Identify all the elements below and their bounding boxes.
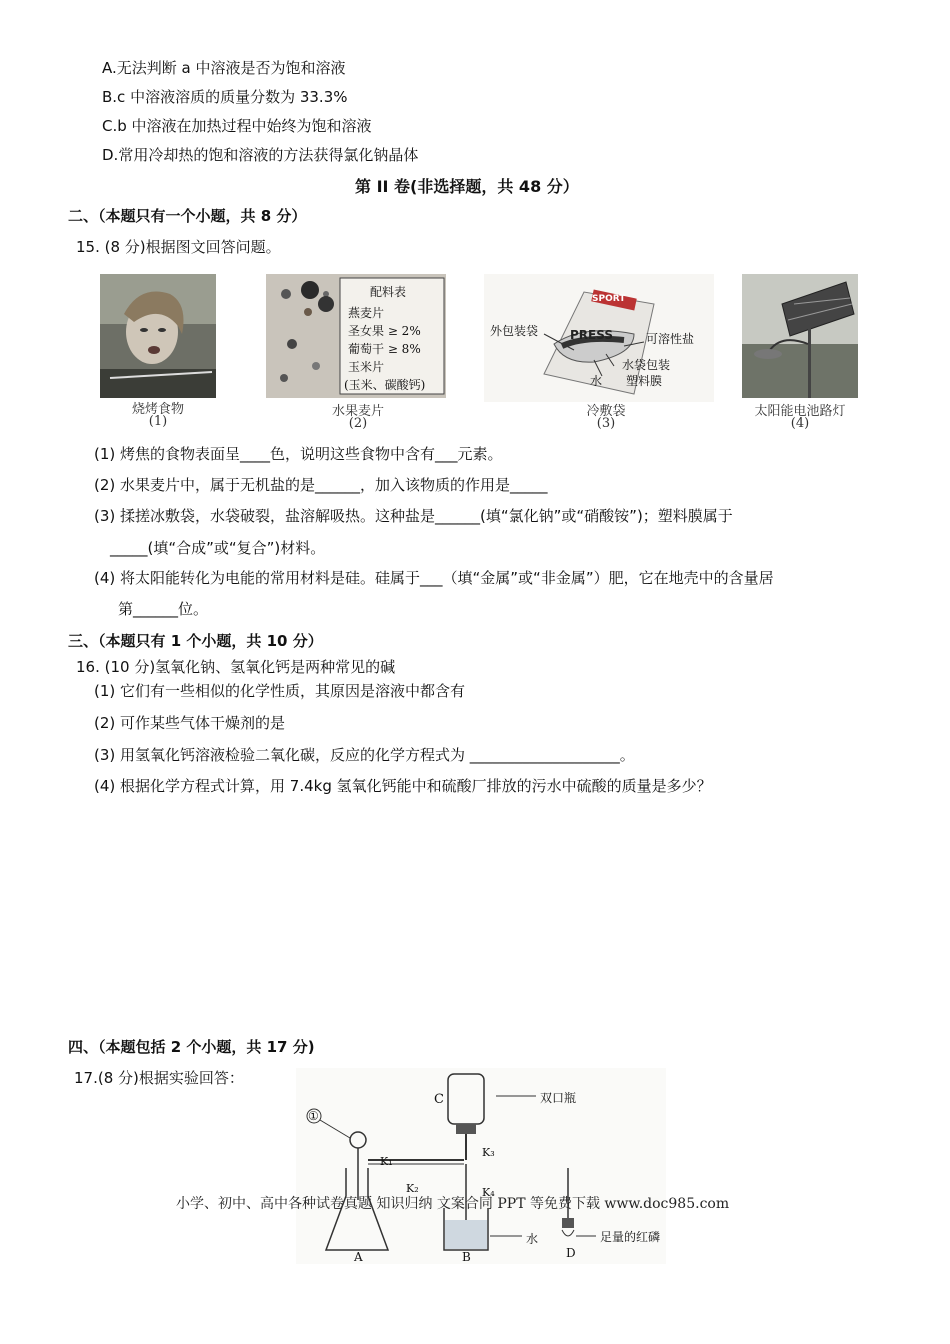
label-water-bag: 水袋包装 xyxy=(622,358,671,372)
solar-lamp-photo xyxy=(742,274,858,398)
label-plastic-film: 塑料膜 xyxy=(626,374,663,388)
footer-text: 小学、初中、高中各种试卷真题 知识归纳 文案合同 PPT 等免费下载 www.doc985.com xyxy=(176,1196,730,1212)
question-15: 15. (8 分)根据图文回答问题。 xyxy=(76,238,281,256)
figure2-caption: 水果麦片 xyxy=(331,404,384,419)
question-16: 16. (10 分)氢氧化钠、氢氧化钙是两种常见的碱 xyxy=(76,658,396,676)
option-c: C.b 中溶液在加热过程中始终为饱和溶液 xyxy=(102,117,372,135)
option-b: B.c 中溶液溶质的质量分数为 33.3% xyxy=(102,88,348,106)
figure1-number: (1) xyxy=(148,414,168,429)
ingredient-line: 圣女果 ≥ 2% xyxy=(348,324,421,338)
section4-header: 四、（本题包括 2 个小题，共 17 分) xyxy=(68,1038,315,1056)
q16-2: (2) 可作某些气体干燥剂的是 xyxy=(94,714,286,732)
figure3-number: (3) xyxy=(596,416,616,431)
figure2-number: (2) xyxy=(348,416,368,431)
q15-2: (2) 水果麦片中，属于无机盐的是______，加入该物质的作用是_____ xyxy=(94,476,548,494)
question-17: 17.(8 分)根据实验回答： xyxy=(74,1069,244,1087)
label-outer-bag: 外包装袋 xyxy=(490,324,539,338)
ingredient-line: (玉米、碳酸钙) xyxy=(344,378,426,392)
cold-pack-press: PRESS xyxy=(570,328,613,342)
q15-4b: 第______位。 xyxy=(118,600,209,618)
q16-3: (3) 用氢氧化钙溶液检验二氧化碳，反应的化学方程式为 ____________________。 xyxy=(94,746,635,764)
label-soluble-salt: 可溶性盐 xyxy=(646,332,695,346)
q16-4: (4) 根据化学方程式计算，用 7.4kg 氢氧化钙能中和硫酸厂排放的污水中硫酸的质量是多少？ xyxy=(94,777,712,795)
ingredients-title: 配料表 xyxy=(370,285,407,299)
option-d: D.常用冷却热的饱和溶液的方法获得氯化钠晶体 xyxy=(102,146,419,164)
ingredient-line: 葡萄干 ≥ 8% xyxy=(348,342,421,356)
tube-d-label: D xyxy=(566,1246,576,1260)
ingredient-line: 玉米片 xyxy=(348,360,385,374)
bottle-c-name: 双口瓶 xyxy=(540,1091,577,1105)
q16-1: (1) 它们有一些相似的化学性质，其原因是溶液中都含有 xyxy=(94,682,466,700)
volume-title: 第 II 卷(非选择题，共 48 分） xyxy=(355,177,579,196)
q15-4a: (4) 将太阳能转化为电能的常用材料是硅。硅属于___（填“金属”或“非金属”）肥，它在地壳中的含量居 xyxy=(94,569,774,587)
beaker-b-label: B xyxy=(462,1250,471,1264)
valve-k4: K₄ xyxy=(482,1186,495,1199)
label-water: 水 xyxy=(590,374,603,388)
figure4-number: (4) xyxy=(790,416,810,431)
cold-pack-brand: SPORT xyxy=(592,294,626,304)
figure4-caption: 太阳能电池路灯 xyxy=(754,404,846,419)
phosphorus-label: 足量的红磷 xyxy=(600,1230,661,1244)
valve-k3: K₃ xyxy=(482,1146,495,1159)
figure3-caption: 冷敷袋 xyxy=(586,404,626,419)
grill-photo xyxy=(100,274,216,398)
water-label: 水 xyxy=(526,1232,539,1246)
ingredient-line: 燕麦片 xyxy=(348,306,385,320)
q15-3b: _____(填“合成”或“复合”)材料。 xyxy=(110,539,326,557)
valve-k1: K₁ xyxy=(380,1155,393,1168)
funnel-label: ① xyxy=(308,1109,319,1123)
q15-3a: (3) 揉搓冰敷袋，水袋破裂，盐溶解吸热。这种盐是______(填“氯化钠”或“硝酸铵”)；塑料膜属于 xyxy=(94,507,733,525)
section2-header: 二、（本题只有一个小题，共 8 分） xyxy=(68,207,307,225)
figure1-caption: 烧烤食物 xyxy=(131,402,184,417)
bottle-c-label: C xyxy=(434,1092,444,1107)
valve-k2: K₂ xyxy=(406,1182,419,1195)
flask-a-label: A xyxy=(354,1250,363,1264)
q15-1: (1) 烤焦的食物表面呈____色，说明这些食物中含有___元素。 xyxy=(94,445,503,463)
option-a: A.无法判断 a 中溶液是否为饱和溶液 xyxy=(102,59,346,77)
section3-header: 三、（本题只有 1 个小题，共 10 分） xyxy=(68,632,323,650)
